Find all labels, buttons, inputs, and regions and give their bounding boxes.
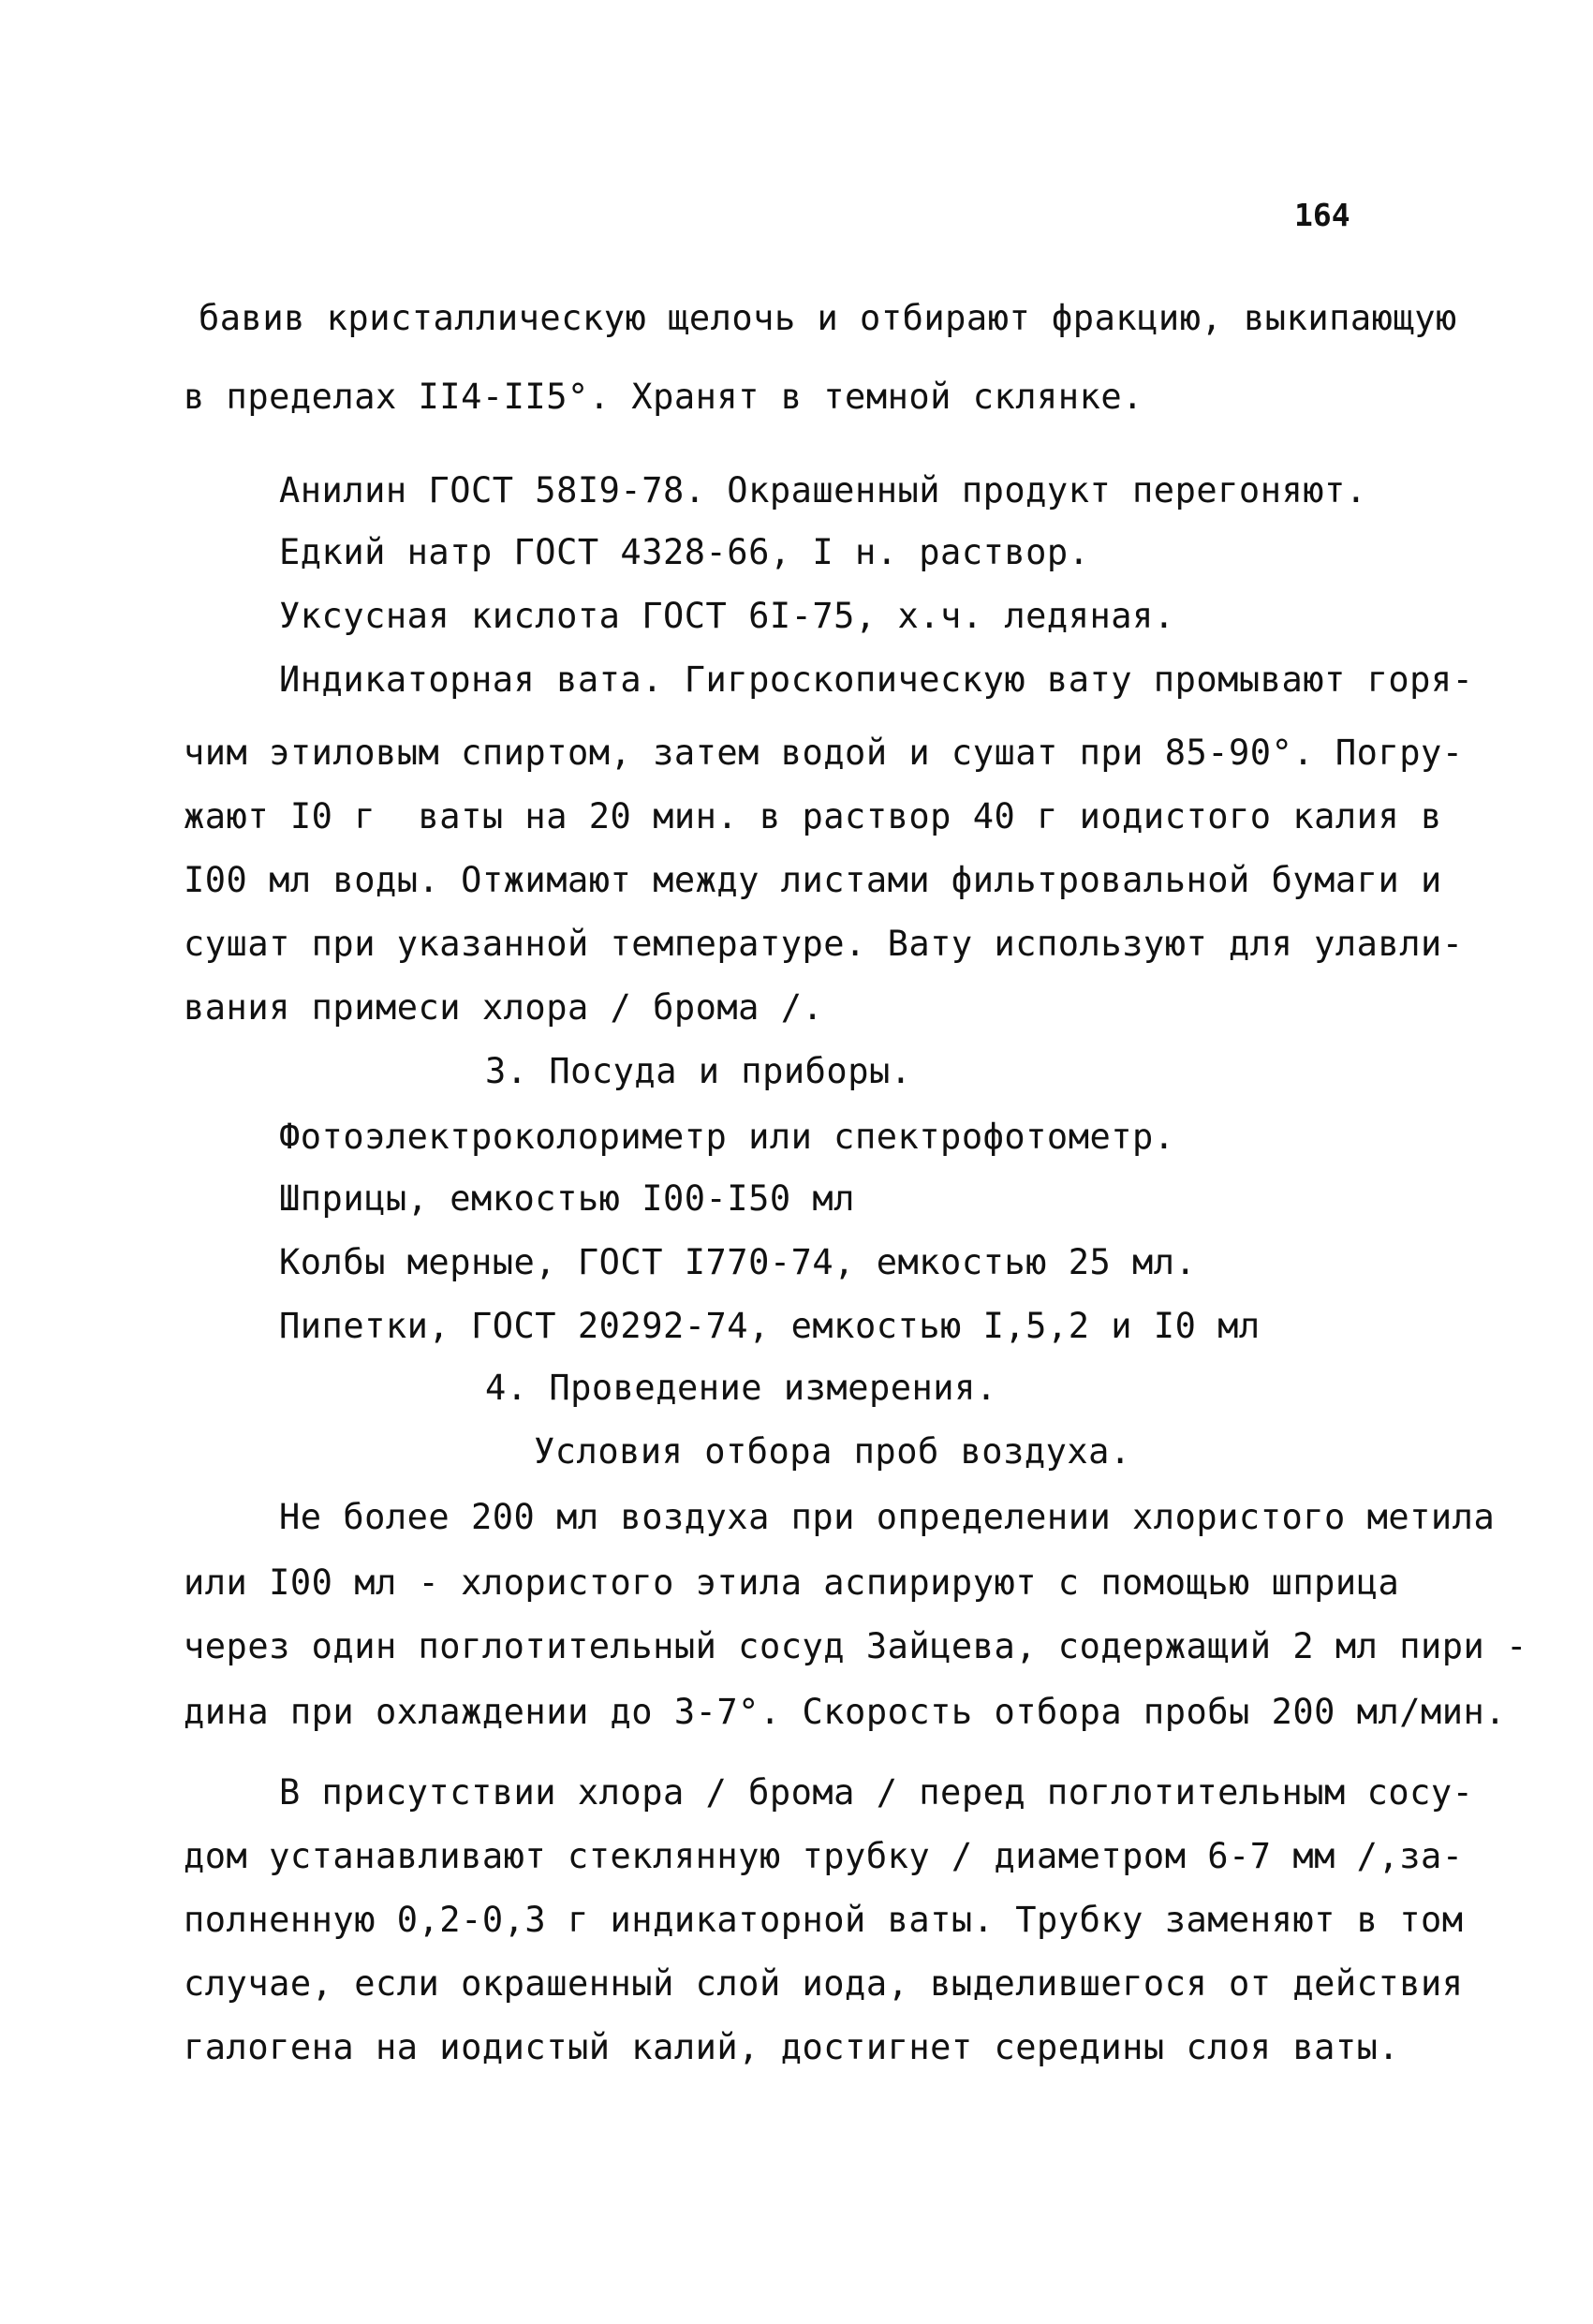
text-line-1: бавив кристаллическую щелочь и отбирают фракцию, выкипающую [199, 298, 1457, 338]
text-line-24: дом устанавливают стеклянную трубку / диаметром 6-7 мм /,за- [184, 1836, 1464, 1876]
section-heading-4: 4. Проведение измерения. [485, 1368, 997, 1408]
text-line-10: сушат при указанной температуре. Вату используют для улавли- [184, 924, 1464, 964]
text-line-11: вания примеси хлора / брома /. [184, 987, 824, 1028]
text-line-3: Анилин ГОСТ 58I9-78. Окрашенный продукт перегоняют. [279, 470, 1367, 511]
text-line-20: или I00 мл - хлористого этила аспирируют с помощью шприца [184, 1562, 1400, 1603]
text-line-2: в пределах II4-II5°. Хранят в темной склянке. [184, 377, 1143, 417]
text-line-22: дина при охлаждении до 3-7°. Скорость отбора пробы 200 мл/мин. [184, 1692, 1507, 1732]
text-line-8: жают I0 г ваты на 20 мин. в раствор 40 г иодистого калия в [184, 796, 1442, 836]
text-line-9: I00 мл воды. Отжимают между листами фильтровальной бумаги и [184, 860, 1442, 900]
text-line-14: Шприцы, емкостью I00-I50 мл [279, 1178, 855, 1219]
subheading-sampling: Условия отбора проб воздуха. [534, 1431, 1131, 1472]
text-line-25: полненную 0,2-0,3 г индикаторной ваты. Трубку заменяют в том [184, 1900, 1464, 1940]
text-line-7: чим этиловым спиртом, затем водой и сушат при 85-90°. Погру- [184, 733, 1464, 773]
text-line-26: случае, если окрашенный слой иода, выделившегося от действия [184, 1963, 1464, 2004]
page-number: 164 [1294, 197, 1350, 233]
text-line-13: Фотоэлектроколориметр или спектрофотометр. [279, 1117, 1175, 1157]
text-line-21: через один поглотительный сосуд Зайцева, содержащий 2 мл пири - [184, 1626, 1527, 1666]
text-line-6: Индикаторная вата. Гигроскопическую вату промывают горя- [279, 659, 1474, 700]
text-line-5: Уксусная кислота ГОСТ 6I-75, х.ч. ледяная. [279, 596, 1175, 636]
section-heading-3: 3. Посуда и приборы. [485, 1051, 912, 1091]
text-line-15: Колбы мерные, ГОСТ I770-74, емкостью 25 мл. [279, 1242, 1197, 1282]
text-line-27: галогена на иодистый калий, достигнет середины слоя ваты. [184, 2027, 1400, 2067]
text-line-4: Едкий натр ГОСТ 4328-66, I н. раствор. [279, 532, 1090, 572]
text-line-16: Пипетки, ГОСТ 20292-74, емкостью I,5,2 и I0 мл [279, 1306, 1261, 1346]
text-line-23: В присутствии хлора / брома / перед поглотительным сосу- [279, 1772, 1474, 1813]
text-line-19: Не более 200 мл воздуха при определении хлористого метила [279, 1497, 1496, 1537]
